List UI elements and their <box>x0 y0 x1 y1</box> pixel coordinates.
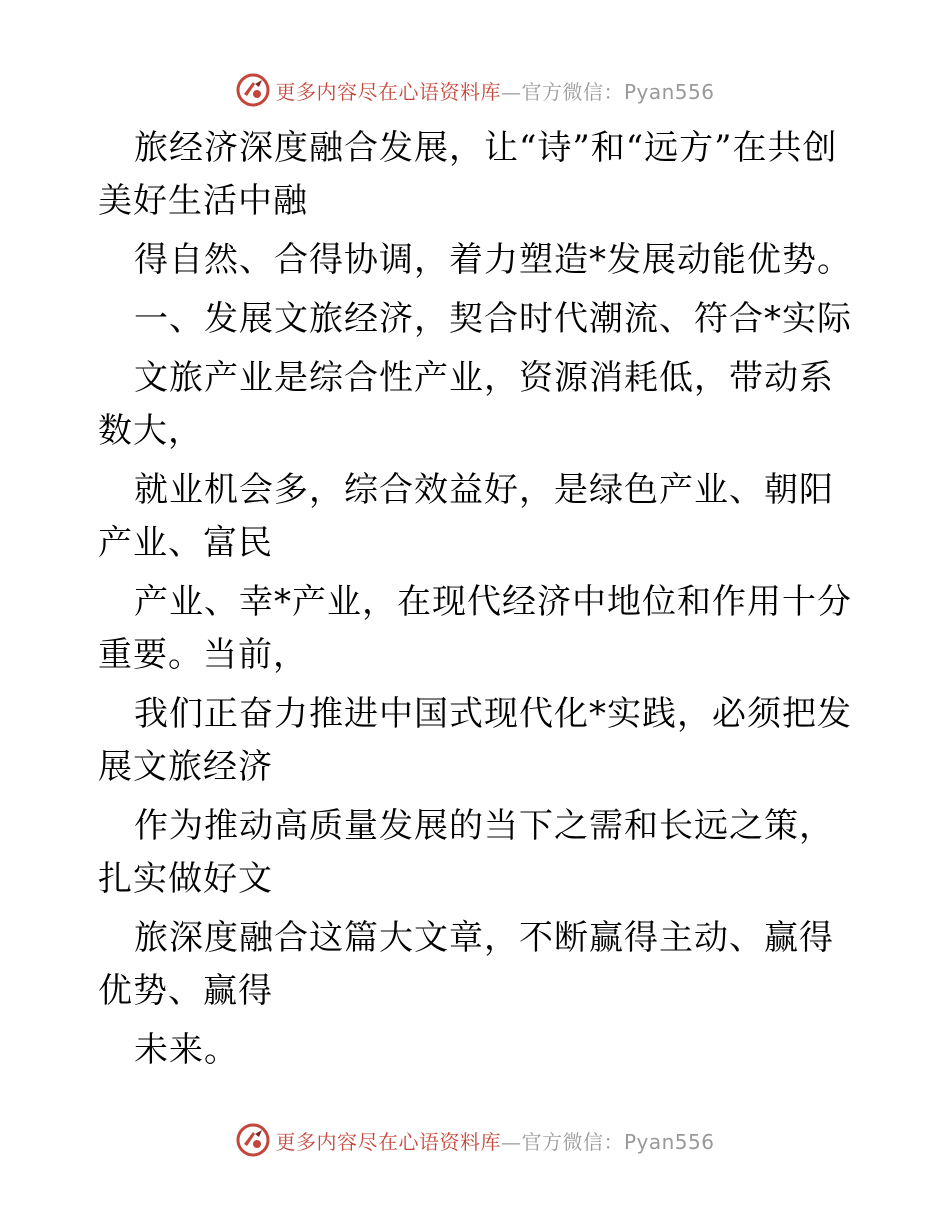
watermark-separator: — <box>500 79 522 104</box>
footer-watermark <box>0 1120 950 1160</box>
paragraph: 产业、幸*产业，在现代经济中地位和作用十分重要。当前， <box>98 582 852 675</box>
logo-icon <box>235 72 271 108</box>
paragraph: 作为推动高质量发展的当下之需和长远之策，扎实做好文 <box>98 806 834 899</box>
watermark-contact: 官方微信：Pyan556 <box>521 79 715 104</box>
watermark-title: 更多内容尽在心语资料库 <box>275 79 501 104</box>
watermark-contact: 官方微信：Pyan556 <box>521 1129 715 1154</box>
paragraph: 我们正奋力推进中国式现代化*实践，必须把发展文旅经济 <box>98 694 852 787</box>
paragraph: 一、发展文旅经济，契合时代潮流、符合*实际 <box>134 299 852 339</box>
paragraph: 文旅产业是综合性产业，资源消耗低，带动系数大， <box>98 358 834 451</box>
document-body <box>98 122 858 1083</box>
paragraph: 旅深度融合这篇大文章，不断赢得主动、赢得优势、赢得 <box>98 918 834 1011</box>
logo-icon <box>235 1122 271 1158</box>
paragraph: 就业机会多，综合效益好，是绿色产业、朝阳产业、富民 <box>98 470 834 563</box>
header-watermark <box>0 70 950 110</box>
watermark-separator: — <box>500 1129 522 1154</box>
paragraph: 未来。 <box>134 1030 239 1070</box>
paragraph: 得自然、合得协调，着力塑造*发展动能优势。 <box>134 240 852 280</box>
watermark-title: 更多内容尽在心语资料库 <box>275 1129 501 1154</box>
paragraph: 旅经济深度融合发展，让“诗”和“远方”在共创美好生活中融 <box>98 128 838 221</box>
